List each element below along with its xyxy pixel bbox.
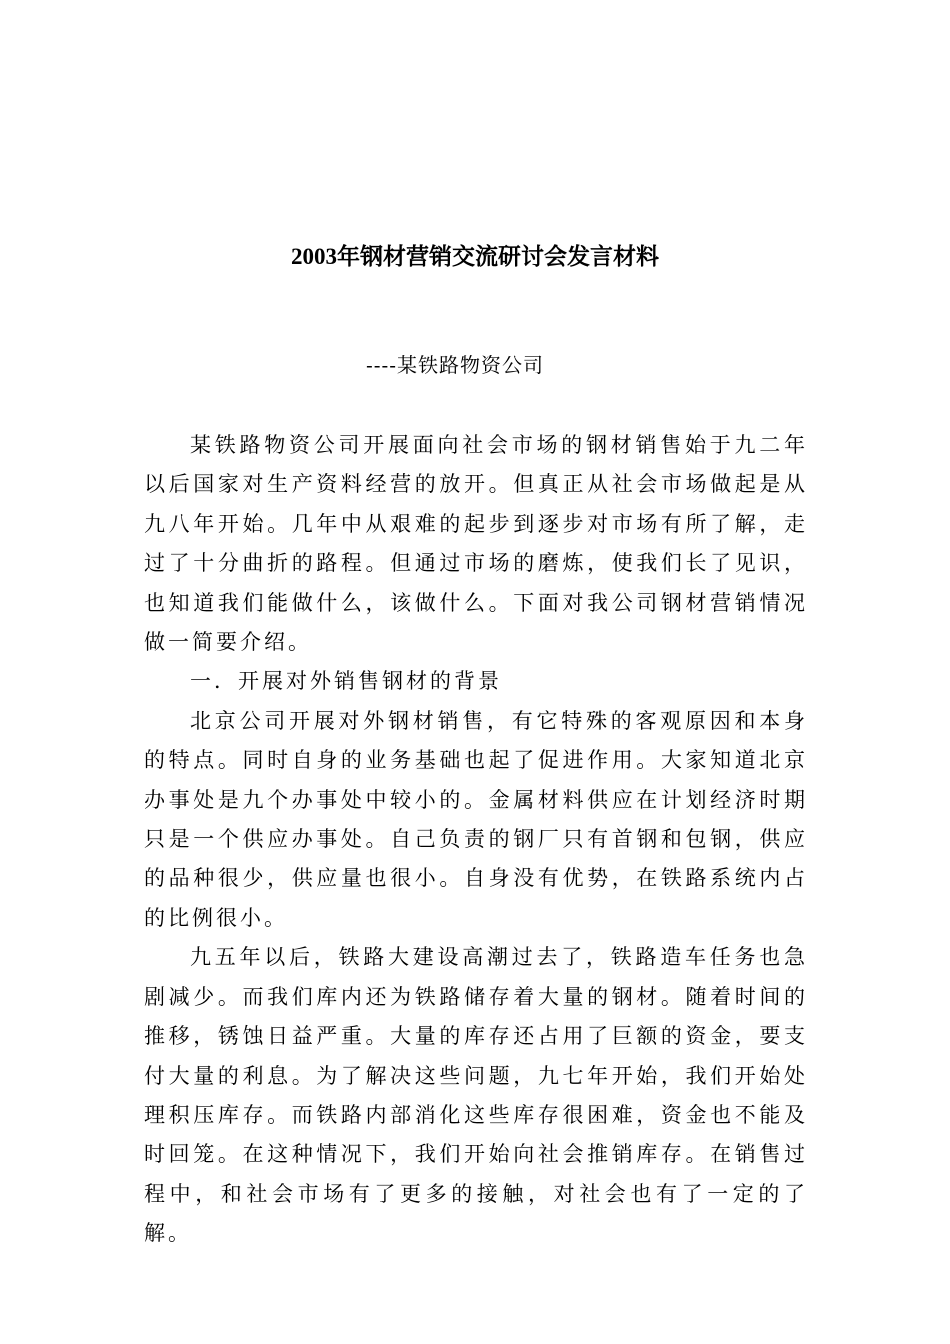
- section-heading: 一．开展对外销售钢材的背景: [190, 669, 502, 694]
- body-paragraph: 北京公司开展对外钢材销售，有它特殊的客观原因和本身的特点。同时自身的业务基础也起了促进作用。大家知道北京办事处是九个办事处中较小的。金属材料供应在计划经济时期只是一个供应办事处。自己负责的钢厂只有首钢和包钢，供应的品种很少，供应量也很小。自身没有优势，在铁路系统内占的比例很小。: [144, 708, 808, 930]
- document-title: 2003年钢材营销交流研讨会发言材料: [291, 244, 659, 269]
- intro-paragraph: 某铁路物资公司开展面向社会市场的钢材销售始于九二年以后国家对生产资料经营的放开。但真正从社会市场做起是从九八年开始。几年中从艰难的起步到逐步对市场有所了解，走过了十分曲折的路程。但通过市场的磨炼，使我们长了见识，也知道我们能做什么，该做什么。下面对我公司钢材营销情况做一简要介绍。: [144, 433, 808, 655]
- document-subtitle: ----某铁路物资公司: [366, 353, 545, 377]
- body-paragraph: 九五年以后，铁路大建设高潮过去了，铁路造车任务也急剧减少。而我们库内还为铁路储存着大量的钢材。随着时间的推移，锈蚀日益严重。大量的库存还占用了巨额的资金，要支付大量的利息。为了解决这些问题，九七年开始，我们开始处理积压库存。而铁路内部消化这些库存很困难，资金也不能及时回笼。在这种情况下，我们开始向社会推销库存。在销售过程中，和社会市场有了更多的接触，对社会也有了一定的了解。: [144, 945, 808, 1246]
- document-body: [144, 426, 808, 1254]
